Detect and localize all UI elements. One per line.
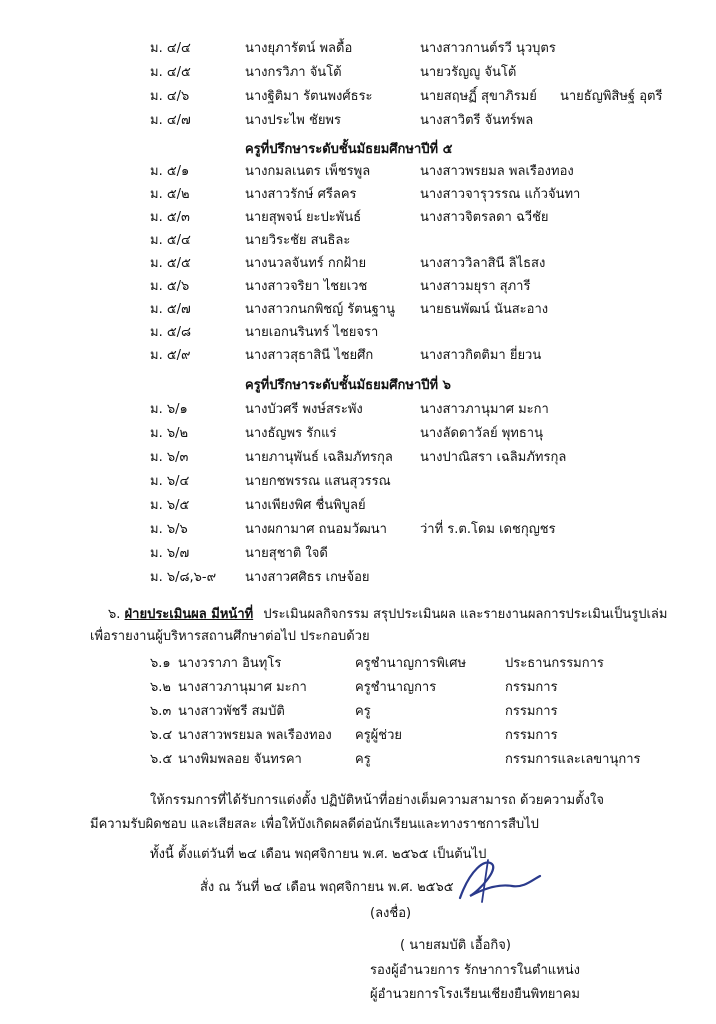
signer-position-cont: ผู้อำนวยการโรงเรียนเชียงยืนพิทยาคม <box>370 987 580 1002</box>
advisor-name: นางฐิติมา รัตนพงศ์ธระ <box>245 89 373 104</box>
signer-name: ( นายสมบัติ เอื้อกิจ) <box>400 938 511 953</box>
advisor-name: นางยุภารัตน์ พลดื้อ <box>245 41 353 56</box>
class-label: ม. ๖/๗ <box>150 546 190 561</box>
advisor-name: นางลัดดาวัลย์ พุทธานุ <box>420 426 543 441</box>
advisor-name: นางสาวรักษ์ ศรีลคร <box>245 187 357 202</box>
member-rank: ครูชำนาญการพิเศษ <box>355 656 467 671</box>
class-label: ม. ๕/๕ <box>150 256 191 271</box>
advisor-name: นายเอกนรินทร์ ไชยจรา <box>245 325 379 340</box>
member-no: ๖.๕ <box>150 752 173 767</box>
member-rank: ครู <box>355 704 371 719</box>
class-label: ม. ๕/๔ <box>150 233 191 248</box>
closing-paragraph: ให้กรรมการที่ได้รับการแต่งตั้ง ปฏิบัติหน้าที่อย่างเต็มความสามารถ ด้วยความตั้งใจ <box>150 793 604 808</box>
class-label: ม. ๖/๘,๖-๙ <box>150 570 217 585</box>
advisor-name: นางสาวิตรี จันทร์พล <box>420 113 534 128</box>
member-rank: ครูชำนาญการ <box>355 680 437 695</box>
class-label: ม. ๕/๓ <box>150 210 190 225</box>
advisor-name: นางสาววิลาสินี ลิไธสง <box>420 256 546 271</box>
section-description: ประเมินผลกิจกรรม สรุปประเมินผล และรายงานผลการประเมินเป็นรูปเล่ม <box>263 607 668 622</box>
advisor-name: นางสาวกานต์รวี นุวบุตร <box>420 41 556 56</box>
advisor-name: นายวิระชัย สนธิละ <box>245 233 351 248</box>
advisor-name: นายสฤษฏิ์ สุขาภิรมย์ <box>420 89 537 104</box>
advisor-name: นางนวลจันทร์ กกฝ้าย <box>245 256 367 271</box>
advisor-name: นางธัญพร รักแร่ <box>245 426 337 441</box>
advisor-name: นายสุชาติ ใจดี <box>245 546 328 561</box>
advisor-name: นางสาวศศิธร เกษจ้อย <box>245 570 370 585</box>
effective-date: ทั้งนี้ ตั้งแต่วันที่ ๒๔ เดือน พฤศจิกายน พ.ศ. ๒๕๖๕ เป็นต้นไป <box>150 847 487 862</box>
advisor-name: นางสาวจารุวรรณ แก้วจันทา <box>420 187 581 202</box>
advisor-name: นางกมลเนตร เพ็ชรพูล <box>245 164 371 179</box>
class-label: ม. ๔/๗ <box>150 113 191 128</box>
advisor-name: นางกรวิภา จันโต้ <box>245 65 342 80</box>
member-rank: ครูผู้ช่วย <box>355 728 403 743</box>
class-label: ม. ๕/๙ <box>150 348 191 363</box>
member-role: กรรมการ <box>505 704 558 719</box>
advisor-name: นายสุพจน์ ยะปะพันธ์ <box>245 210 362 225</box>
member-name: นางสาวพัชรี สมบัติ <box>178 704 285 719</box>
class-label: ม. ๕/๑ <box>150 164 190 179</box>
advisor-name: นางผกามาศ ถนอมวัฒนา <box>245 522 387 537</box>
class-label: ม. ๔/๔ <box>150 41 191 56</box>
class-label: ม. ๖/๑ <box>150 402 188 417</box>
member-name: นางวราภา อินทุโร <box>178 656 282 671</box>
class-label: ม. ๕/๗ <box>150 302 191 317</box>
class-label: ม. ๕/๖ <box>150 279 190 294</box>
class-label: ม. ๔/๖ <box>150 89 190 104</box>
advisor-name: นางสาวจิตรลดา ฉวีชัย <box>420 210 549 225</box>
member-no: ๖.๔ <box>150 728 173 743</box>
member-role: กรรมการและเลขานุการ <box>505 752 641 767</box>
member-no: ๖.๓ <box>150 704 172 719</box>
class-label: ม. ๖/๓ <box>150 450 189 465</box>
advisor-name: นางสาวกนกพิชญ์ รัตนฐานู <box>245 302 395 317</box>
advisor-name: นายภานุพันธ์ เฉลิมภัทรกุล <box>245 450 393 465</box>
signature-icon <box>440 850 560 910</box>
section-number: ๖. <box>108 607 121 622</box>
member-role: กรรมการ <box>505 728 558 743</box>
class-label: ม. ๖/๒ <box>150 426 189 441</box>
member-name: นางสาวพรยมล พลเรืองทอง <box>178 728 332 743</box>
member-name: นางสาวภานุมาศ มะกา <box>178 680 307 695</box>
class-label: ม. ๖/๖ <box>150 522 188 537</box>
class-label: ม. ๖/๕ <box>150 498 190 513</box>
advisor-name: นางเพียงพิศ ชื่นพิบูลย์ <box>245 498 366 513</box>
member-name: นางพิมพลอย จันทรคา <box>178 752 302 767</box>
section-description-cont: เพื่อรายงานผู้บริหารสถานศึกษาต่อไป ประกอบด้วย <box>90 629 370 644</box>
grade5-heading: ครูที่ปรึกษาระดับชั้นมัธยมศึกษาปีที่ ๕ <box>245 142 453 157</box>
section6-heading <box>108 606 667 624</box>
grade6-heading: ครูที่ปรึกษาระดับชั้นมัธยมศึกษาปีที่ ๖ <box>245 378 451 393</box>
advisor-name: นางสาวสุธาสินี ไชยศึก <box>245 348 374 363</box>
member-no: ๖.๒ <box>150 680 171 695</box>
advisor-name: นางสาวจริยา ไชยเวช <box>245 279 368 294</box>
advisor-name: ว่าที่ ร.ต.โดม เดชกุญชร <box>420 522 556 537</box>
signer-position: รองผู้อำนวยการ รักษาการในตำแหน่ง <box>370 963 580 978</box>
member-no: ๖.๑ <box>150 656 171 671</box>
advisor-name: นายกชพรรณ แสนสุวรรณ <box>245 474 391 489</box>
class-label: ม. ๔/๕ <box>150 65 191 80</box>
advisor-name: นางสาวภานุมาศ มะกา <box>420 402 549 417</box>
class-label: ม. ๕/๘ <box>150 325 192 340</box>
class-label: ม. ๖/๔ <box>150 474 190 489</box>
advisor-name: นางสาวพรยมล พลเรืองทอง <box>420 164 574 179</box>
section-title: ฝ่ายประเมินผล มีหน้าที่ <box>124 607 254 622</box>
order-date: สั่ง ณ วันที่ ๒๔ เดือน พฤศจิกายน พ.ศ. ๒๕๖๕ <box>200 880 454 895</box>
advisor-name: นางปาณิสรา เฉลิมภัทรกุล <box>420 450 567 465</box>
member-role: กรรมการ <box>505 680 558 695</box>
member-rank: ครู <box>355 752 371 767</box>
advisor-name: นายวรัญญู จันโต้ <box>420 65 517 80</box>
signature-label: (ลงชื่อ) <box>370 906 412 921</box>
advisor-name: นายธนพัฒน์ นันสะอาง <box>420 302 549 317</box>
advisor-name: นางสาวมยุรา สุภารี <box>420 279 531 294</box>
advisor-name: นายธัญพิสิษฐ์ อุตรี <box>560 89 663 104</box>
closing-paragraph-cont: มีความรับผิดชอบ และเสียสละ เพื่อให้บังเกิดผลดีต่อนักเรียนและทางราชการสืบไป <box>90 817 539 832</box>
advisor-name: นางบัวศรี พงษ์สระพัง <box>245 402 363 417</box>
advisor-name: นางสาวกิตติมา ยี่ยวน <box>420 348 542 363</box>
member-role: ประธานกรรมการ <box>505 656 604 671</box>
class-label: ม. ๕/๒ <box>150 187 190 202</box>
advisor-name: นางประไพ ชัยพร <box>245 113 341 128</box>
